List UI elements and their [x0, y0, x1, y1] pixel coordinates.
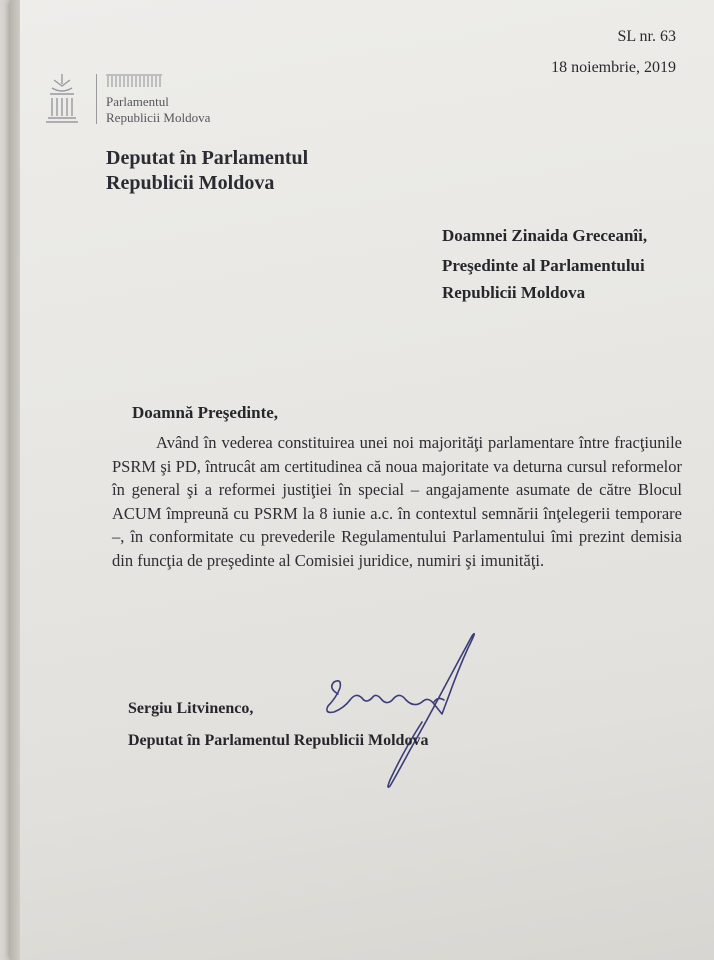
salutation: Doamnă Preşedinte, — [132, 403, 279, 422]
parliament-emblem-icon — [40, 70, 84, 126]
signer-name: Sergiu Litvinenco, — [128, 700, 254, 717]
addressee-title: Preşedinte al Parlamentului — [442, 256, 645, 275]
addressee-name: Doamnei Zinaida Greceanîi, — [442, 226, 648, 245]
paper-edge — [10, 0, 20, 960]
logo-text-republicii-moldova: Republicii Moldova — [106, 110, 211, 125]
reference-number: SL nr. 63 — [617, 28, 676, 45]
logo-colonnade-icon — [106, 74, 162, 88]
header-line-2: Republicii Moldova — [106, 172, 275, 194]
addressee-institution: Republicii Moldova — [442, 283, 586, 302]
handwritten-signature — [310, 626, 490, 796]
header-line-1: Deputat în Parlamentul — [106, 147, 309, 169]
letter-page — [10, 0, 714, 960]
logo-divider — [96, 74, 97, 124]
letter-body: Având în vederea constituirea unei noi majorităţi parlamentare între fracţiunile PSRM şi PD, întrucât am certitudinea că noua majoritate va deturna cursul reformelor în general şi a reformei justiţiei în special – angajamente asumate de către Blocul ACUM împreună cu PSRM la 8 iunie a.c. în contextul semnării înţelegerii temporare –, în conformitate cu prevederile Regulamentului Parlamentului îmi prezint demisia din funcţia de preşedinte al Comisiei juridice, numiri şi imunităţi. — [112, 433, 682, 570]
letter-date: 18 noiembrie, 2019 — [551, 59, 676, 76]
logo-text-parlamentul: Parlamentul — [106, 94, 169, 109]
signer-title: Deputat în Parlamentul Republicii Moldova — [128, 732, 429, 749]
